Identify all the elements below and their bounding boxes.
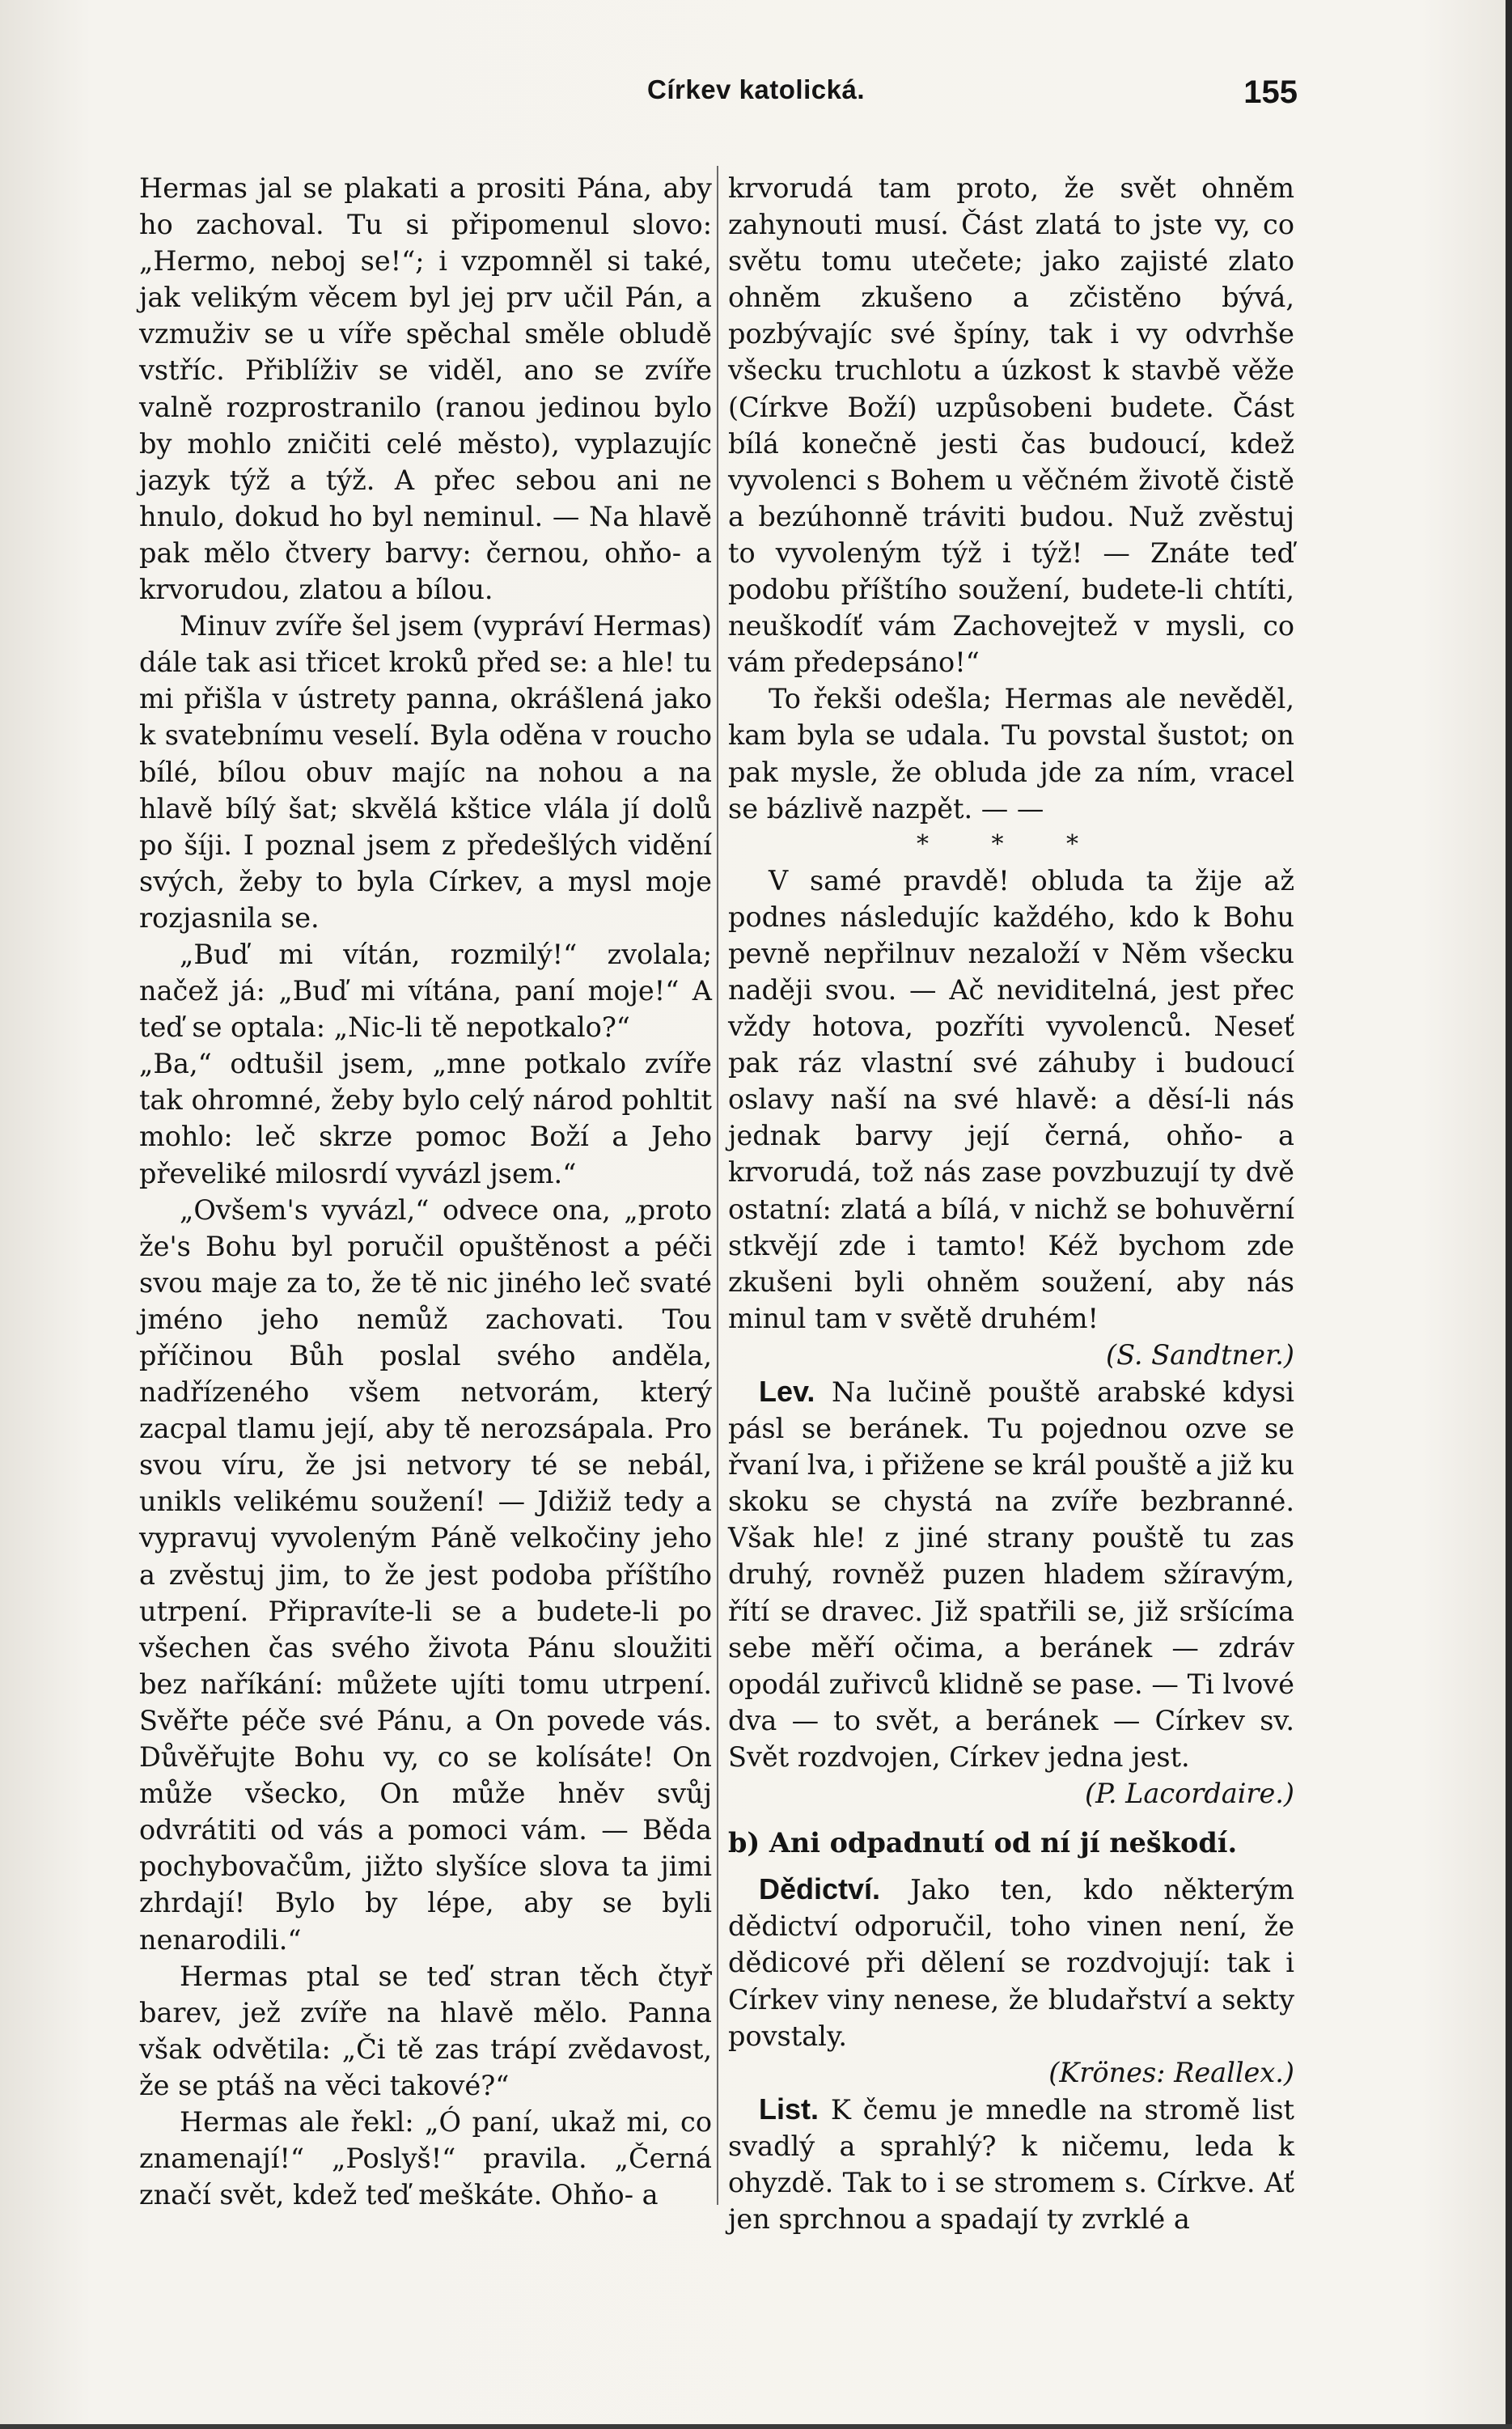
running-header: [0, 74, 1512, 115]
attribution: (Krönes: Reallex.): [1048, 2056, 1294, 2088]
section-heading: b) Ani odpadnutí od ní jí neškodí.: [728, 1827, 1238, 1859]
paragraph: „Ba,“ odtušil jsem, „mne potkalo zvíře tak ohromné, žeby bylo celý národ pohltit mohlo: leč skrze pomoc Boží a Jeho převeliké milosrdí vyvázl jsem.“: [139, 1048, 712, 1189]
attribution: (P. Lacordaire.): [1085, 1778, 1294, 1810]
entry-list: [728, 2091, 1294, 2237]
column-divider: [717, 166, 718, 2205]
entry-text: K čemu je mnedle na stromě list svadlý a sprahlý? k ničemu, leda k ohyzdě. Tak to i se stromem s. Církve. Ať jen sprchnou a spadají ty zvrklé a: [728, 2093, 1294, 2236]
entry-lev: [728, 1373, 1294, 1775]
left-column: [139, 170, 712, 2213]
page-bottom-edge: [0, 2424, 1512, 2429]
paragraph: Minuv zvíře šel jsem (vypráví Hermas) dále tak asi třicet kroků před se: a hle! tu mi přišla v ústrety panna, okrášlená jako k svatebnímu veselí. Byla oděna v roucho bílé, bílou obuv majíc na nohou a na hlavě bílý šat; skvělá kštice vlála jí dolů po šíji. I poznal jsem z předešlých vidění svých, žeby to byla Církev, a mysl moje rozjasnila se.: [139, 610, 712, 934]
paragraph: „Buď mi vítán, rozmilý!“ zvolala; načež já: „Buď mi vítána, paní moje!“ A teď se optala: „Nic-li tě nepotkalo?“: [139, 938, 712, 1044]
entry-keyword: Dědictví.: [759, 1872, 881, 1906]
page-edge-shadow: [1506, 0, 1512, 2429]
entry-keyword: Lev.: [759, 1375, 815, 1408]
paragraph: Hermas ptal se teď stran těch čtyř barev, jež zvíře na hlavě mělo. Panna však odvětila: „Či tě zas trápí zvědavost, že se ptáš na věci takové?“: [139, 1960, 712, 2101]
attribution: (S. Sandtner.): [1106, 1338, 1294, 1371]
entry-text: Jako ten, kdo některým dědictví odporučil, toho vinen není, že dědicové při dělení se rozdvojují: tak i Církev viny nenese, že bludařství a sekty povstaly.: [728, 1874, 1294, 2052]
entry-keyword: List.: [759, 2092, 820, 2126]
paragraph: „Ovšem's vyvázl,“ odvece ona, „proto že's Bohu byl poručil opuštěnost a péči svou maje za to, že tě nic jiného leč svaté jméno jeho nemůž zachovati. Tou příčinou Bůh poslal svého anděla, nadřízeného všem netvorám, který zacpal tlamu její, aby tě nerozsápala. Pro svou víru, že jsi netvory té se nebál, unikls velikému soužení! — Jdižiž tedy a vypravuj vyvoleným Páně velkočiny jeho a zvěstuj jim, to že jest podoba příštího utrpení. Připravíte-li se a budete-li po všechen čas svého života Pánu sloužiti bez naříkání: můžete ujíti tomu utrpení. Svěřte péče své Pánu, a On povede vás. Důvěřujte Bohu vy, co se kolísáte! On může všecko, On může hněv svůj odvrátiti od vás a pomoci vám. — Běda pochybovačům, jižto slyšíce slova ta jimi zhrdají! Bylo by lépe, aby se byli nenarodili.“: [139, 1193, 712, 1956]
page-number: 155: [1243, 74, 1298, 110]
paragraph: To řekši odešla; Hermas ale nevěděl, kam byla se udala. Tu povstal šustot; on pak mysle, že obluda jde za ním, vracel se bázlivě nazpět. — —: [728, 683, 1294, 825]
paragraph: Hermas jal se plakati a prositi Pána, aby ho zachoval. Tu si připomenul slovo: „Hermo, neboj se!“; i vzpomněl si také, jak velikým věcem byl jej prv učil Pán, a vzmuživ se u víře spěchal směle obludě vstříc. Přiblíživ se viděl, ano se zvíře valně rozprostranilo (ranou jedinou bylo by mohlo zničiti celé město), vyplazujíc jazyk týž a týž. A přec sebou ani ne hnulo, dokud ho byl neminul. — Na hlavě pak mělo čtvery barvy: černou, ohňo- a krvorudou, zlatou a bílou.: [139, 172, 712, 606]
section-separator-stars: * * *: [916, 829, 1107, 858]
right-column: [728, 170, 1294, 2237]
entry-text: Na lučině pouště arabské kdysi pásl se beránek. Tu pojednou ozve se řvaní lva, i přižene se král pouště a již ku skoku se chystá na zvíře bezbranné. Však hle! z jiné strany pouště tu zas druhý, rovněž puzen hladem sžíravým, řítí se dravec. Již spatřili se, již sršícíma sebe měří očima, a beránek — zdráv opodál zuřivců klidně se pase. — Ti lvové dva — to svět, a beránek — Církev sv. Svět rozdvojen, Církev jedna jest.: [728, 1376, 1294, 1773]
paragraph: V samé pravdě! obluda ta žije až podnes následujíc každého, kdo k Bohu pevně nepřilnuv nezaloží v Něm všecku naději svou. — Ač neviditelná, jest přec vždy hotova, pozříti vyvolenců. Neseť pak ráz vlastní své záhuby i budoucí oslavy naší na své hlavě: a děsí-li nás jednak barvy její černá, ohňo- a krvorudá, tož nás zase povzbuzují ty dvě ostatní: zlatá a bílá, v nichž se bohuvěrní stkvějí zde i tamto! Kéž bychom zde zkušeni byli ohněm soužení, aby nás minul tam v světě druhém!: [728, 864, 1294, 1334]
running-title: Církev katolická.: [647, 74, 865, 104]
entry-dedictvi: [728, 1871, 1294, 2054]
paragraph: Hermas ale řekl: „Ó paní, ukaž mi, co znamenají!“ „Poslyš!“ pravila. „Černá značí svět, kdež teď meškáte. Ohňo- a: [139, 2105, 712, 2211]
paragraph: krvorudá tam proto, že svět ohněm zahynouti musí. Část zlatá to jste vy, co světu tomu utečete; jako zajisté zlato ohněm zkušeno a zčistěno bývá, pozbývajíc své špíny, tak i vy odvrhše všecku truchlotu a úzkost k stavbě věže (Církve Boží) uzpůsobeni budete. Část bílá konečně jesti čas budoucí, kdež vyvolenci s Bohem u věčném životě čistě a bezúhonně tráviti budou. Nuž zvěstuj to vyvoleným týž i týž! — Znáte teď podobu příštího soužení, budete-li chtíti, neuškodíť vám Zachovejtež v mysli, co vám předepsáno!“: [728, 172, 1294, 679]
